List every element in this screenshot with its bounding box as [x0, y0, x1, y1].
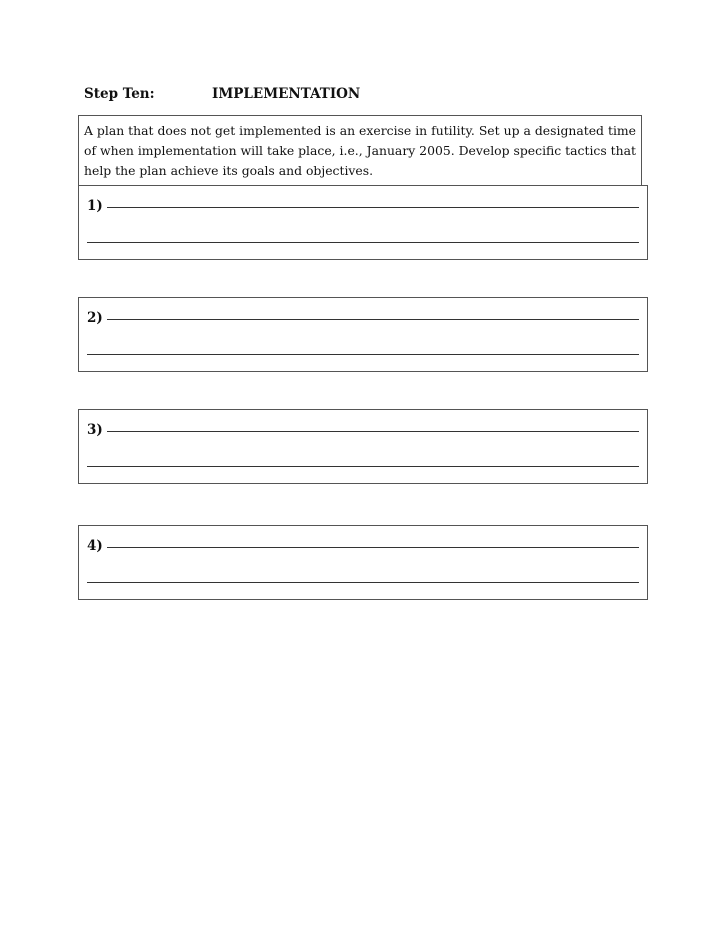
answer-line-1[interactable]: [87, 538, 639, 554]
step-heading: [84, 86, 360, 102]
answer-box-4[interactable]: [78, 525, 648, 600]
answer-number: 2): [87, 310, 103, 326]
write-in-line[interactable]: [107, 207, 639, 208]
write-in-line[interactable]: [87, 354, 639, 355]
step-title: IMPLEMENTATION: [212, 86, 361, 102]
answer-line-1[interactable]: [87, 422, 639, 438]
write-in-line[interactable]: [107, 319, 639, 320]
answer-box-1[interactable]: [78, 185, 648, 260]
answer-number: 3): [87, 422, 103, 438]
answer-number: 1): [87, 198, 103, 214]
write-in-line[interactable]: [107, 547, 639, 548]
write-in-line[interactable]: [87, 582, 639, 583]
answer-line-1[interactable]: [87, 310, 639, 326]
write-in-line[interactable]: [107, 431, 639, 432]
answer-box-3[interactable]: [78, 409, 648, 484]
write-in-line[interactable]: [87, 466, 639, 467]
intro-text-box: A plan that does not get implemented is an exercise in futility. Set up a designated time of when implementation will take place, i.e., January 2005. Develop specific tactics that help the plan achieve its goals and objectives.: [78, 115, 642, 186]
answer-box-2[interactable]: [78, 297, 648, 372]
step-label: Step Ten:: [84, 86, 155, 102]
write-in-line[interactable]: [87, 242, 639, 243]
answer-line-1[interactable]: [87, 198, 639, 214]
answer-number: 4): [87, 538, 103, 554]
